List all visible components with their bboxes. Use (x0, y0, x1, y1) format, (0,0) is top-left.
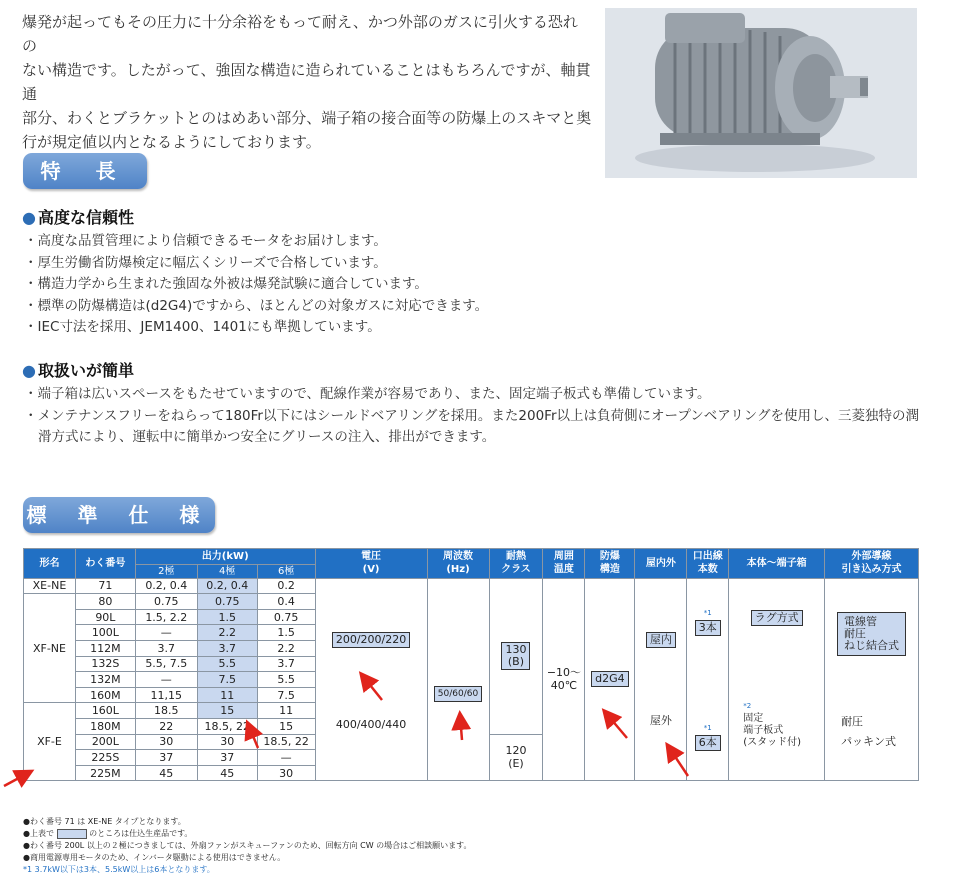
p4-cell: 30 (197, 734, 257, 750)
bullet-dot-icon: ● (22, 361, 36, 380)
table-row (24, 578, 919, 594)
bullet-dot-icon: ● (22, 208, 36, 227)
insulation-cell-a (489, 578, 543, 734)
section-heading-handling (22, 358, 134, 381)
insulation-a: 130 (B) (501, 642, 530, 670)
p2-cell: 0.75 (135, 594, 197, 610)
leads-a-mark: *1 (703, 609, 712, 618)
indoor-value: 屋内 (646, 632, 676, 648)
p2-cell: 37 (135, 750, 197, 766)
p6-cell: 15 (257, 718, 315, 734)
p6-cell: 3.7 (257, 656, 315, 672)
spec-banner: 標 準 仕 様 (23, 497, 215, 533)
p6-cell: 0.4 (257, 594, 315, 610)
frame-cell: 160M (75, 687, 135, 703)
ambient-cell: −10〜 40℃ (543, 578, 585, 781)
p4-cell: 45 (197, 765, 257, 781)
note-line: ●上表で のところは仕込生産品です。 (23, 829, 193, 838)
handling-list (24, 384, 924, 449)
header-ambient: 周囲 温度 (543, 549, 585, 579)
intro-line: 部分、わくとブラケットとのはめあい部分、端子箱の接合面等の防爆上のスキマと奥 (22, 109, 592, 127)
section-heading-reliability (22, 205, 134, 228)
header-frame: わく番号 (75, 549, 135, 579)
list-item: ・ 高度な品質管理により信頼できるモータをお届けします。 (24, 231, 904, 253)
voltage-b: 400/400/440 (335, 717, 407, 731)
frame-cell: 71 (75, 578, 135, 594)
note-line: ●わく番号 200L 以上の２極につきましては、外扇ファンがスキューファンのため、回転方向 CW の場合はご相談願います。 (23, 841, 472, 850)
box-b: 固定 端子板式 (スタッド付) (743, 712, 802, 748)
leads-b-mark: *1 (703, 724, 712, 733)
header-4pole: 4極 (197, 564, 257, 578)
motor-photo (605, 8, 917, 178)
list-item: ・ 端子箱は広いスペースをもたせていますので、配線作業が容易であり、また、固定端子板式も準備しています。 (24, 384, 924, 406)
frame-cell: 200L (75, 734, 135, 750)
p4-cell: 0.75 (197, 594, 257, 610)
header-insulation: 耐熱 クラス (489, 549, 543, 579)
header-explosion: 防爆 構造 (585, 549, 635, 579)
p6-cell: 11 (257, 703, 315, 719)
leads-b: 6本 (695, 735, 721, 751)
frame-cell: 100L (75, 625, 135, 641)
p4-cell: 11 (197, 687, 257, 703)
table-notes (23, 816, 472, 876)
p2-cell: 30 (135, 734, 197, 750)
header-leads: 口出線 本数 (687, 549, 729, 579)
box-b-mark: *2 (743, 701, 752, 710)
p2-cell: — (135, 672, 197, 688)
box-a: ラグ方式 (751, 610, 803, 626)
header-terminal-box: 本体〜端子箱 (729, 549, 825, 579)
p6-cell: 5.5 (257, 672, 315, 688)
outdoor-value: 屋外 (649, 713, 672, 727)
header-voltage: 電圧 (V) (315, 549, 427, 579)
note-line: ●商用電源専用モータのため、インバータ駆動による使用はできません。 (23, 853, 286, 862)
highlight-swatch (57, 829, 87, 839)
p2-cell: 11,15 (135, 687, 197, 703)
model-cell: XF-NE (24, 594, 76, 703)
wiring-a: 電線管 耐圧 ねじ結合式 (837, 612, 906, 656)
intro-text (22, 10, 592, 154)
section-title: 取扱いが簡単 (37, 361, 134, 380)
list-item: ・ 厚生労働省防爆検定に幅広くシリーズで合格しています。 (24, 253, 904, 275)
header-2pole: 2極 (135, 564, 197, 578)
p6-cell: 2.2 (257, 640, 315, 656)
list-item: ・ IEC寸法を採用、JEM1400、1401にも準拠しています。 (24, 317, 904, 339)
p6-cell: 7.5 (257, 687, 315, 703)
frame-cell: 132S (75, 656, 135, 672)
note-line: ●わく番号 71 は XE-NE タイプとなります。 (23, 817, 186, 826)
reliability-list (24, 231, 904, 339)
p2-cell: 0.2, 0.4 (135, 578, 197, 594)
p4-cell: 7.5 (197, 672, 257, 688)
p4-cell: 15 (197, 703, 257, 719)
features-banner: 特 長 (23, 153, 147, 189)
frame-cell: 112M (75, 640, 135, 656)
frame-cell: 90L (75, 609, 135, 625)
voltage-a: 200/200/220 (332, 632, 410, 648)
header-6pole: 6極 (257, 564, 315, 578)
p6-cell: 30 (257, 765, 315, 781)
frame-cell: 225M (75, 765, 135, 781)
header-wiring: 外部導線 引き込み方式 (825, 549, 919, 579)
voltage-cell (315, 578, 427, 781)
list-item: ・ 標準の防爆構造は(d2G4)ですから、ほとんどの対象ガスに対応できます。 (24, 296, 904, 318)
p4-cell: 5.5 (197, 656, 257, 672)
p4-cell: 0.2, 0.4 (197, 578, 257, 594)
p2-cell: 18.5 (135, 703, 197, 719)
intro-line: ない構造です。したがって、強固な構造に造られていることはもちろんですが、軸貫通 (22, 61, 591, 103)
intro-line: 行が規定値以内となるようにしております。 (22, 133, 321, 151)
p6-cell: 0.2 (257, 578, 315, 594)
p6-cell: 1.5 (257, 625, 315, 641)
p4-cell: 3.7 (197, 640, 257, 656)
frame-cell: 80 (75, 594, 135, 610)
model-cell: XE-NE (24, 578, 76, 594)
section-title: 高度な信頼性 (37, 208, 134, 227)
explosion-value: d2G4 (591, 671, 629, 687)
p2-cell: 22 (135, 718, 197, 734)
p2-cell: 3.7 (135, 640, 197, 656)
list-item: ・ メンテナンスフリーをねらって180Fr以下にはシールドベアリングを採用。また200Fr以上は負荷側にオープンベアリングを使用し、三菱独特の潤滑方式により、運転中に簡単かつ安全にグリースの注入、排出ができます。 (24, 406, 924, 449)
frame-cell: 180M (75, 718, 135, 734)
p6-cell: 18.5, 22 (257, 734, 315, 750)
p4-cell: 2.2 (197, 625, 257, 641)
header-indoor-outdoor: 屋内外 (635, 549, 687, 579)
header-model: 形名 (24, 549, 76, 579)
p2-cell: 1.5, 2.2 (135, 609, 197, 625)
model-cell: XF-E (24, 703, 76, 781)
header-frequency: 周波数 (Hz) (427, 549, 489, 579)
p2-cell: 45 (135, 765, 197, 781)
frame-cell: 132M (75, 672, 135, 688)
p6-cell: 0.75 (257, 609, 315, 625)
terminal-box-cell (729, 578, 825, 781)
leads-cell (687, 578, 729, 781)
p4-cell: 18.5, 22 (197, 718, 257, 734)
p4-cell: 37 (197, 750, 257, 766)
frame-cell: 160L (75, 703, 135, 719)
spec-table (23, 548, 919, 781)
p4-cell: 1.5 (197, 609, 257, 625)
frequency-cell (427, 578, 489, 781)
p2-cell: 5.5, 7.5 (135, 656, 197, 672)
note-line: *1 3.7kW以下は3本、5.5kW以上は6本となります。 (23, 865, 215, 874)
header-output: 出力(kW) (135, 549, 315, 565)
leads-a: 3本 (695, 620, 721, 636)
indoor-outdoor-cell (635, 578, 687, 781)
explosion-cell (585, 578, 635, 781)
p6-cell: — (257, 750, 315, 766)
frequency-value: 50/60/60 (434, 686, 482, 702)
p2-cell: — (135, 625, 197, 641)
insulation-b: 120 (E) (489, 734, 543, 781)
wiring-cell (825, 578, 919, 781)
wiring-b: 耐圧 パッキン式 (841, 715, 896, 749)
intro-line: 爆発が起ってもその圧力に十分余裕をもって耐え、かつ外部のガスに引火する恐れの (22, 13, 578, 55)
list-item: ・ 構造力学から生まれた強固な外被は爆発試験に適合しています。 (24, 274, 904, 296)
frame-cell: 225S (75, 750, 135, 766)
